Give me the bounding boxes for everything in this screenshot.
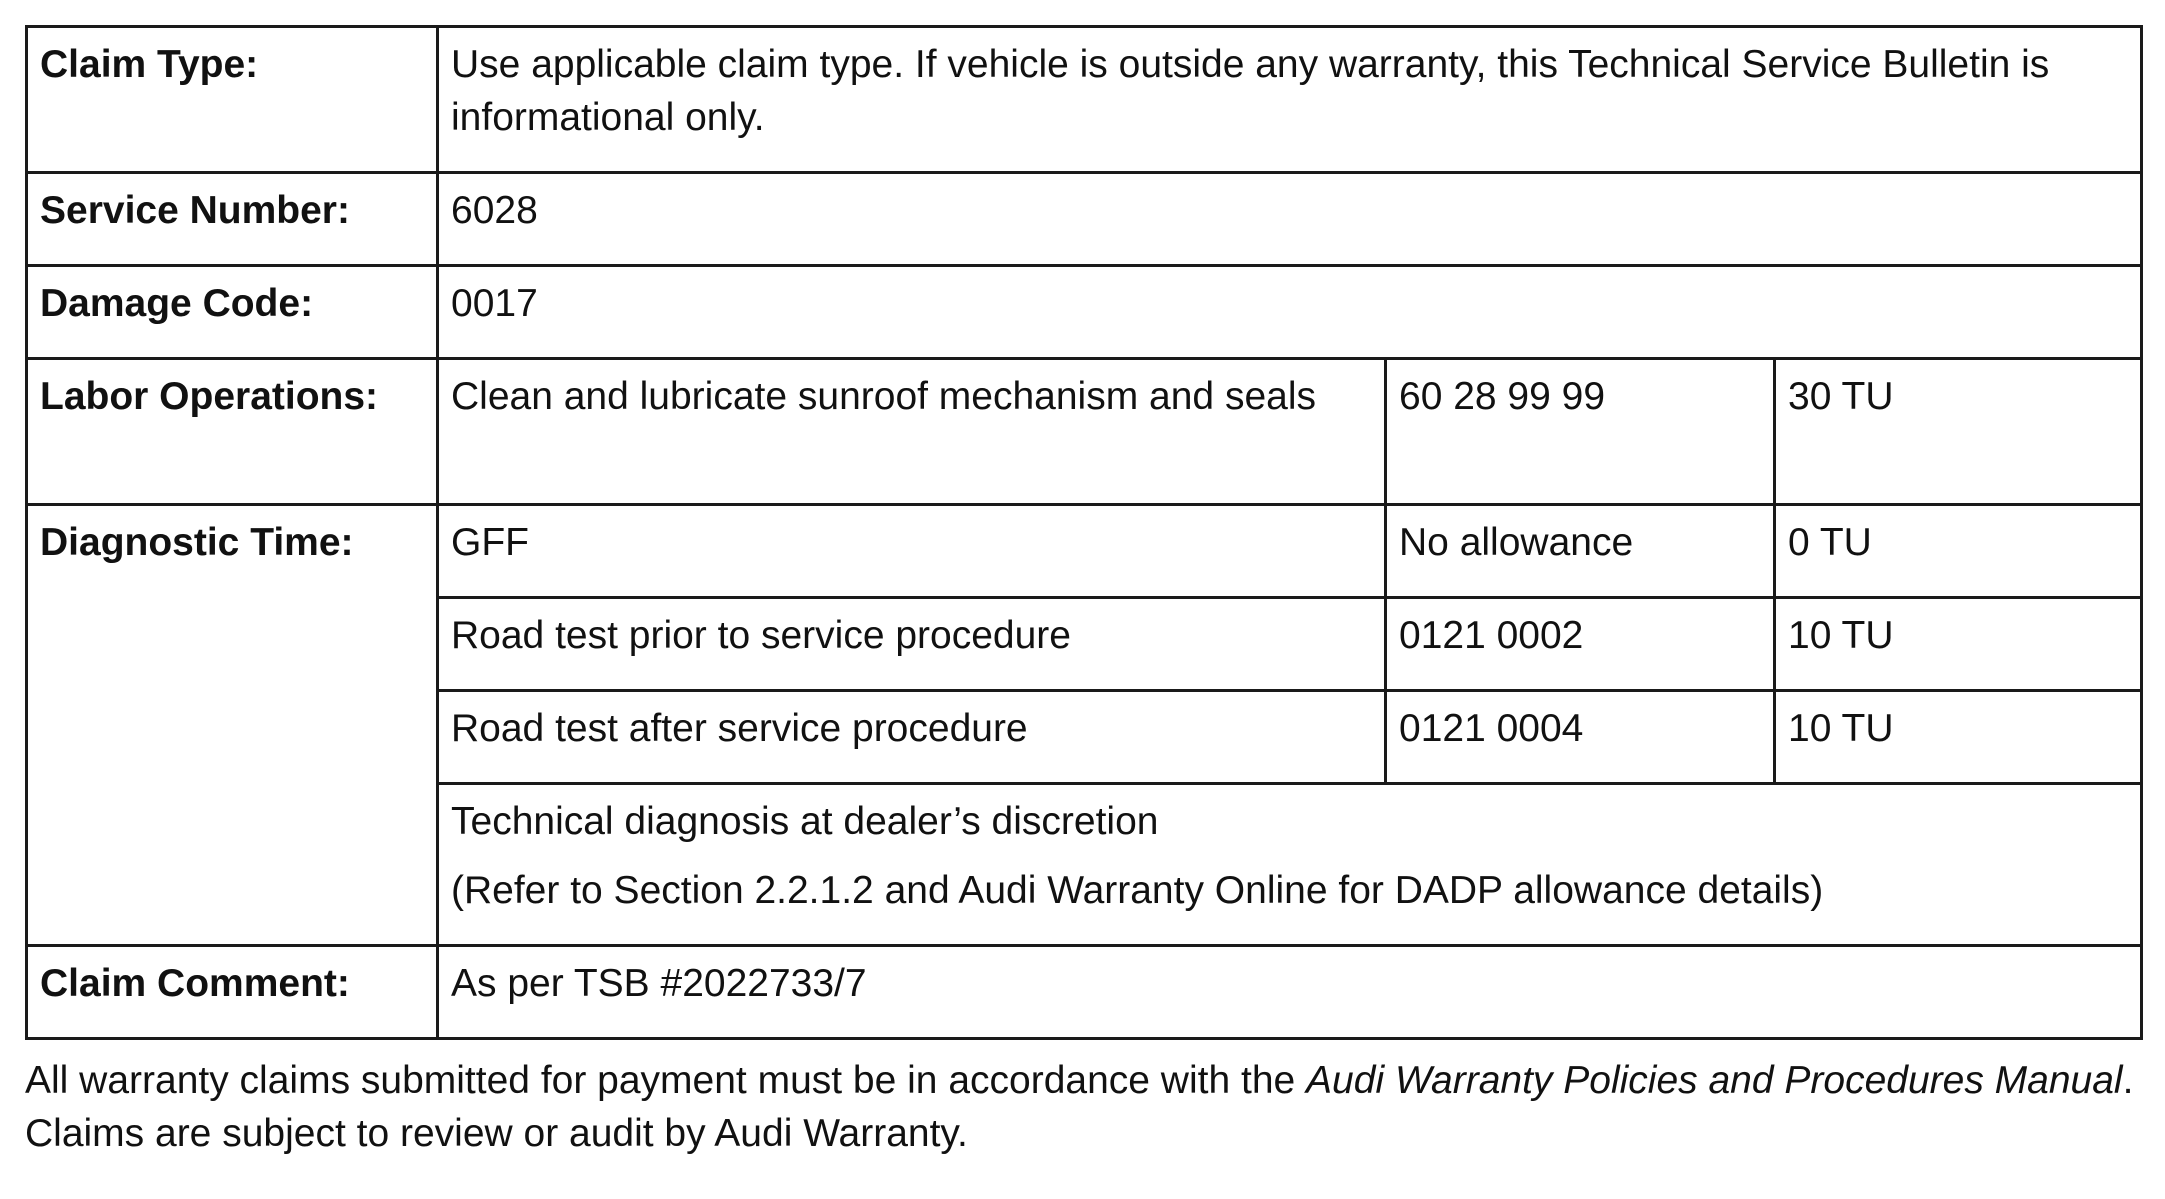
- claim-type-value: Use applicable claim type. If vehicle is outside any warranty, this Technical Service Bulletin is informational only.: [438, 27, 2142, 173]
- manual-title: Audi Warranty Policies and Procedures Manual: [1306, 1059, 2123, 1102]
- claim-type-label: Claim Type:: [27, 27, 438, 173]
- service-number-value: 6028: [438, 173, 2142, 266]
- diagnostic-code: 0121 0002: [1386, 598, 1775, 691]
- claim-comment-row: [27, 946, 2142, 1039]
- diagnostic-description: Road test prior to service procedure: [438, 598, 1386, 691]
- diagnostic-description: GFF: [438, 505, 1386, 598]
- labor-operation-time: 30 TU: [1775, 359, 2142, 505]
- labor-operation-description: Clean and lubricate sunroof mechanism and seals: [438, 359, 1386, 505]
- technical-diagnosis-cell: [438, 784, 2142, 946]
- claim-comment-value: As per TSB #2022733/7: [438, 946, 2142, 1039]
- diagnostic-time-label: Diagnostic Time:: [27, 505, 438, 946]
- damage-code-label: Damage Code:: [27, 266, 438, 359]
- footer-text-before: All warranty claims submitted for payment must be in accordance with the: [25, 1059, 1307, 1102]
- service-number-label: Service Number:: [27, 173, 438, 266]
- warranty-claim-table: [25, 25, 2143, 1040]
- footer-text-after: . Claims are subject to review or audit by Audi Warranty.: [25, 1059, 2134, 1155]
- damage-code-row: [27, 266, 2142, 359]
- claim-comment-label: Claim Comment:: [27, 946, 438, 1039]
- diagnostic-time-units: 0 TU: [1775, 505, 2142, 598]
- diagnostic-row: [27, 505, 2142, 598]
- labor-operations-label: Labor Operations:: [27, 359, 438, 505]
- warranty-footer-note: [25, 1054, 2140, 1160]
- diagnostic-time-units: 10 TU: [1775, 598, 2142, 691]
- claim-type-row: [27, 27, 2142, 173]
- warranty-document: [25, 25, 2140, 1199]
- damage-code-value: 0017: [438, 266, 2142, 359]
- dadp-reference-note: (Refer to Section 2.2.1.2 and Audi Warranty Online for DADP allowance details): [451, 869, 1824, 912]
- service-number-row: [27, 173, 2142, 266]
- diagnostic-code: No allowance: [1386, 505, 1775, 598]
- diagnostic-code: 0121 0004: [1386, 691, 1775, 784]
- diagnostic-time-units: 10 TU: [1775, 691, 2142, 784]
- labor-operation-code: 60 28 99 99: [1386, 359, 1775, 505]
- technical-diagnosis-text: Technical diagnosis at dealer’s discretion: [451, 800, 1159, 843]
- labor-operations-row: [27, 359, 2142, 505]
- diagnostic-description: Road test after service procedure: [438, 691, 1386, 784]
